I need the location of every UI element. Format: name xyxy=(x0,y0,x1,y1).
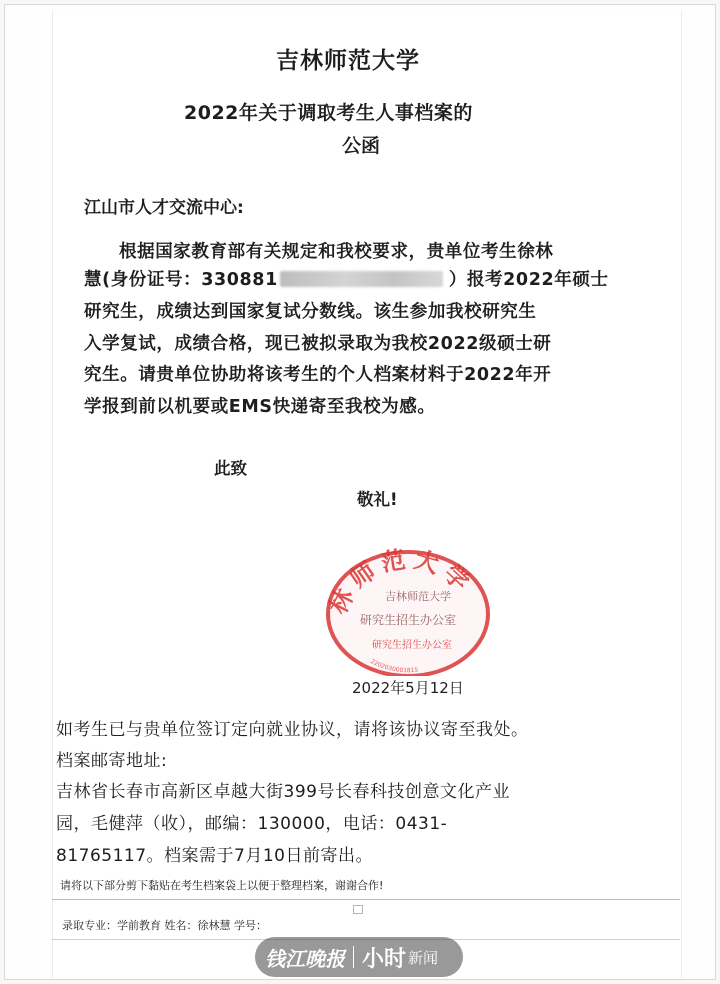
body-line-5: 究生。请贵单位协助将该考生的个人档案材料于2022年开 xyxy=(84,365,552,385)
official-seal xyxy=(322,536,492,676)
note-line-2: 档案邮寄地址: xyxy=(56,751,168,771)
redacted-id-blur xyxy=(280,271,443,287)
body-line-2 xyxy=(84,266,609,291)
university-name: 吉林师范大学 xyxy=(276,48,420,74)
watermark-suffix: 新闻 xyxy=(408,948,439,967)
letter-date: 2022年5月12日 xyxy=(352,679,464,697)
id-prefix: 慧(身份证号：330881 xyxy=(84,270,278,290)
seal-serial: 2202030001815 xyxy=(369,658,419,675)
body-line-1: 根据国家教育部有关规定和我校要求，贵单位考生徐林 xyxy=(119,242,554,262)
cut-divider xyxy=(52,899,680,900)
small-square-mark xyxy=(353,905,363,914)
seal-inner-line1: 吉林师范大学 xyxy=(385,590,451,603)
watermark-separator xyxy=(353,946,354,968)
note-line-5: 81765117。档案需于7月10日前寄出。 xyxy=(56,846,373,866)
note-line-4: 园，毛健萍（收），邮编：130000，电话：0431- xyxy=(56,814,448,834)
footer-label: 录取专业：学前教育 姓名：徐林慧 学号： xyxy=(62,919,267,932)
body-line-3: 研究生，成绩达到国家复试分数线。该生参加我校研究生 xyxy=(84,302,537,322)
body-line-4: 入学复试，成绩合格，现已被拟录取为我校2022级硕士研 xyxy=(84,334,552,354)
seal-arc-text: 林师范大学 xyxy=(322,543,480,619)
watermark-brand: 钱江晚报 xyxy=(265,946,345,971)
watermark-badge xyxy=(255,937,463,977)
note-line-3: 吉林省长春市高新区卓越大街399号长春科技创意文化产业 xyxy=(56,782,510,802)
letter-title: 2022年关于调取考生人事档案的 xyxy=(184,102,473,124)
closing-cizhi: 此致 xyxy=(214,459,247,478)
seal-inner-line2: 研究生招生办公室 xyxy=(359,613,457,627)
closing-jingli: 敬礼! xyxy=(357,490,398,509)
watermark-app: 小时 xyxy=(362,946,407,972)
cut-instruction: 请将以下部分剪下黏贴在考生档案袋上以便于整理档案，谢谢合作! xyxy=(60,879,384,892)
body-line-6: 学报到前以机要或EMS快递寄至我校为感。 xyxy=(84,397,436,417)
letter-title-line2: 公函 xyxy=(342,135,381,157)
note-line-1: 如考生已与贵单位签订定向就业协议，请将该协议寄至我处。 xyxy=(56,720,529,740)
id-suffix: ）报考2022年硕士 xyxy=(448,270,609,290)
addressee: 江山市人才交流中心: xyxy=(84,198,244,218)
seal-bottom-label: 研究生招生办公室 xyxy=(372,640,452,651)
